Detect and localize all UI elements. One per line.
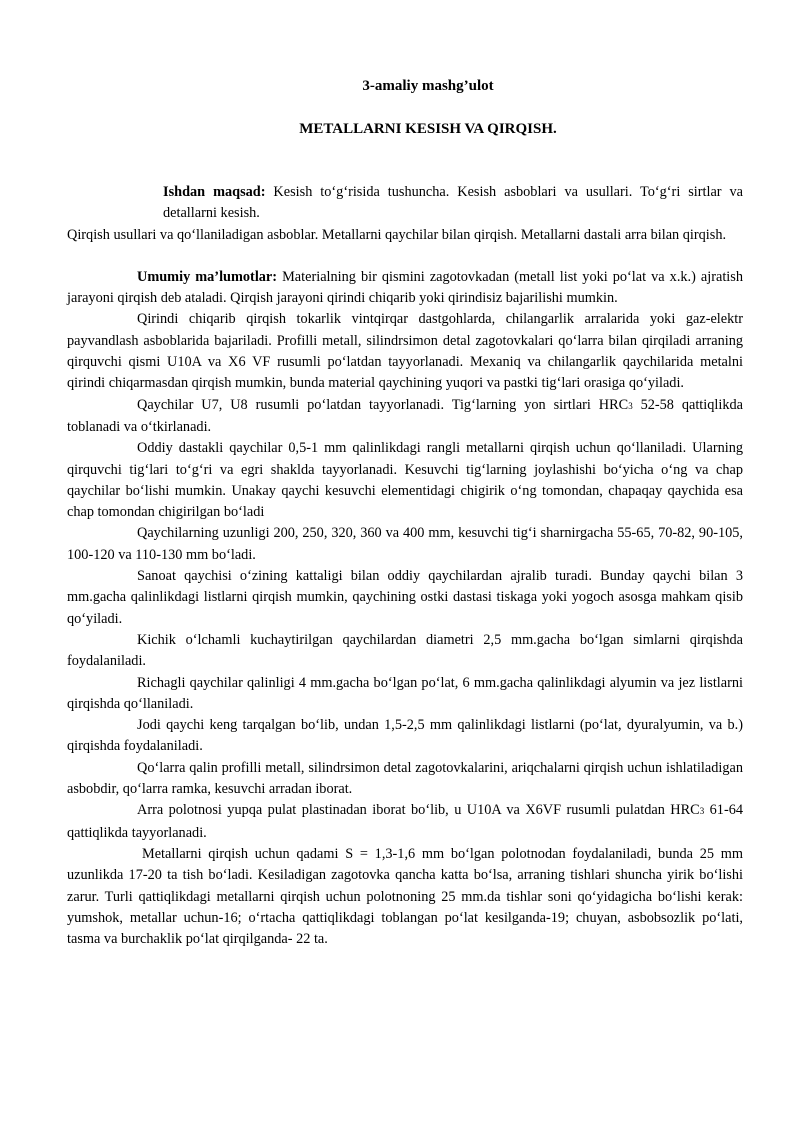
paragraph-9: Qo‘larra qalin profilli metall, silindrsimon detal zagotovkalarini, ariqchalarni qirqish uchun ishlatiladigan asbobdir, qo‘larra ramka, kesuvchi arradan iborat.: [67, 759, 743, 798]
paragraph-10-subscript: 3: [699, 806, 705, 817]
paragraph-1: Qirindi chiqarib qirqish tokarlik vintqirqar dastgohlarda, chilangarlik arralarida yoki gaz-elektr payvandlash asboblarida bajariladi. Profilli metall, silindrsimon detal zagotovkalari qo‘larra bilan qirqiladi arraning qirquvchi qismi U10A va X6 VF rusumli po‘latdan tayyorlanadi. Mexaniq va chilangarlik qaychilarida metalni qirindi chiqarmasdan qirqish mumkin, bunda material qaychining yuqori va pastki tig‘lari orasiga qo‘yiladi.: [67, 311, 743, 392]
paragraph-2-b: 52-58 qattiqlikda toblanadi va o‘tkirlanadi.: [67, 396, 743, 435]
paragraph-5: Sanoat qaychisi o‘zining kattaligi bilan oddiy qaychilardan ajralib turadi. Bunday qaychi bilan 3 mm.gacha qalinlikdagi listlarni qirqish mumkin, qaychining ostki dastasi tiskaga yoki yogoch asosga mahkam qisib qo‘yiladi.: [67, 568, 743, 627]
paragraph-3: Oddiy dastakli qaychilar 0,5-1 mm qalinlikdagi rangli metallarni qirqish uchun qo‘llaniladi. Ularning qirquvchi tig‘lari to‘g‘ri va egri shaklda tayyorlanadi. Kesuvchi tig‘larning joylashishi bo‘yicha o‘ng va chap qaychilar bo‘lishi mumkin. Unakay qaychi kesuvchi elementidagi chigirik o‘ng tomondan, chapaqay qaychida esa chap tomondan chigirilgan bo‘ladi: [67, 440, 743, 521]
paragraph-10-a: Arra polotnosi yupqa pulat plastinadan iborat bo‘lib, u U10A va X6VF rusumli pulatdan HRC: [137, 802, 700, 819]
paragraph-2-subscript: 3: [628, 400, 633, 411]
paragraph-7: Richagli qaychilar qalinligi 4 mm.gacha bo‘lgan po‘lat, 6 mm.gacha qalinlikdagi alyumin va jez listlarni qirqishda qo‘llaniladi.: [67, 674, 743, 712]
purpose-paragraph: [115, 182, 743, 225]
paragraph-6: Kichik o‘lchamli kuchaytirilgan qaychilardan diametri 2,5 mm.gacha bo‘lgan simlarni qirqishda foydalaniladi.: [67, 631, 743, 670]
document-body: [67, 182, 743, 950]
general-text: Materialning bir qismini zagotovkadan (metall list yoki po‘lat va x.k.) ajratish jarayoni qirqish deb ataladi. Qirqish jarayoni qirindi chiqarib yoki qirindisiz bajarilishi mumkin.: [67, 268, 743, 307]
paragraph-11: Metallarni qirqish uchun qadami S = 1,3-1,6 mm bo‘lgan polotnodan foydalaniladi, bunda 25 mm uzunlikda 17-20 ta tish bo‘ladi. Kesiladigan zagotovka qancha katta bo‘lsa, arraning tishlari shuncha yirik bo‘lishi zarur. Turli qattiqlikdagi metallarni qirqish uchun polotnoning 25 mm.da tishlar soni qo‘yidagicha bo‘lishi kerak: yumshok, metallar uchun-16; o‘rtacha qattiqlikdagi toblangan po‘lat kesilganda-19; chuyan, asbobsozlik po‘lati, tasma va burchaklik po‘lat qirqilganda- 22 ta.: [67, 845, 743, 948]
paragraph-10-b: 61-64 qattiqlikda tayyorlanadi.: [67, 802, 743, 841]
paragraph-10: [67, 800, 743, 844]
paragraph-8: Jodi qaychi keng tarqalgan bo‘lib, undan 1,5-2,5 mm qalinlikdagi listlarni (po‘lat, dyuralyumin, va b.) qirqishda foydalaniladi.: [67, 717, 743, 755]
document-title: METALLARNI KESISH VA QIRQISH.: [299, 121, 557, 137]
paragraph-2: [67, 395, 743, 439]
practical-number: 3-amaliy mashg’ulot: [362, 78, 494, 94]
purpose-label: Ishdan maqsad:: [163, 184, 266, 200]
paragraph-4: Qaychilarning uzunligi 200, 250, 320, 360 va 400 mm, kesuvchi tig‘i sharnirgacha 55-65, 70-82, 90-105, 100-120 va 110-130 mm bo‘ladi.: [67, 525, 743, 563]
general-label: Umumiy ma’lumotlar:: [137, 268, 278, 285]
general-paragraph: [67, 267, 743, 310]
purpose-continuation: Qirqish usullari va qo‘llaniladigan asboblar. Metallarni qaychilar bilan qirqish. Metallarni dastali arra bilan qirqish.: [67, 226, 727, 243]
purpose-text: Kesish to‘g‘risida tushuncha. Kesish asboblari va usullari. To‘g‘ri sirtlar va detallarni kesish.: [163, 184, 743, 222]
paragraph-2-a: Qaychilar U7, U8 rusumli po‘latdan tayyorlanadi. Tig‘larning yon sirtlari HRC: [137, 396, 629, 413]
